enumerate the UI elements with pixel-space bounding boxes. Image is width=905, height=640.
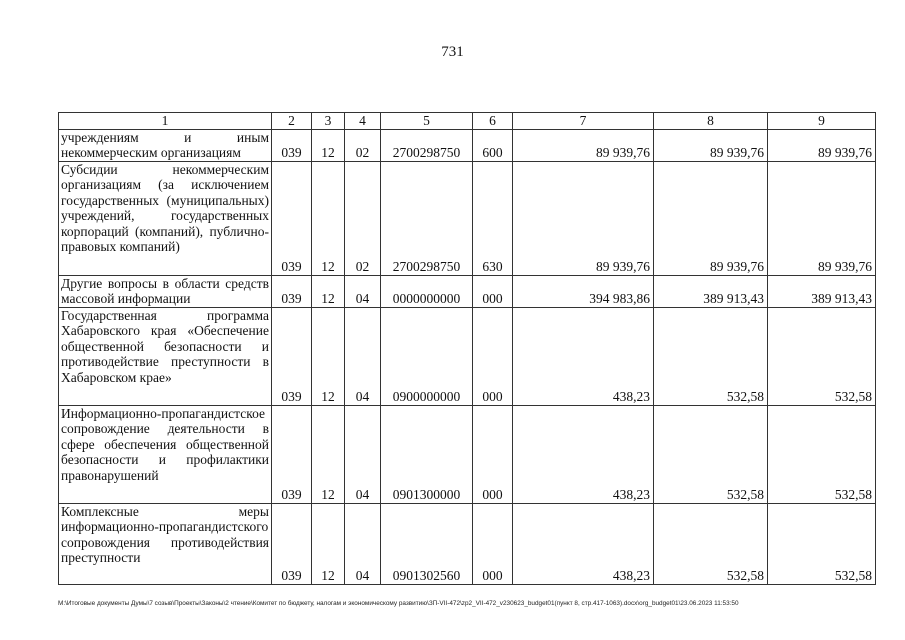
amount-col8: 532,58 <box>654 307 768 405</box>
section-code: 12 <box>312 275 345 307</box>
ministry-code: 039 <box>272 275 312 307</box>
subsection-code: 02 <box>345 161 381 275</box>
ministry-code: 039 <box>272 503 312 584</box>
file-path-footer: M:\Итоговые документы Думы\7 созыв\Проекты\Законы\2 чтение\Комитет по бюджету, налогам и экономическому развитию\ЗП-VII-472\zp2_VII-472_v230623_budget01(пункт 8, стр.417-1063).docx\org_budget01\23.06.2023 11:53:50 <box>58 600 739 607</box>
header-cell: 2 <box>272 113 312 130</box>
item-name: Субсидии некоммерческим организациям (за исключением государственных (муниципальных) учреждений, государственных корпораций (компаний), публично-правовых компаний) <box>59 161 272 275</box>
target-article-code: 0900000000 <box>381 307 473 405</box>
expense-type-code: 600 <box>473 129 513 161</box>
table-row <box>59 503 876 584</box>
amount-col9: 532,58 <box>768 307 876 405</box>
item-name: Информационно-пропагандистское сопровождение деятельности в сфере обеспечения общественной безопасности и профилактики правонарушений <box>59 405 272 503</box>
header-cell: 5 <box>381 113 473 130</box>
section-code: 12 <box>312 129 345 161</box>
amount-col9: 89 939,76 <box>768 161 876 275</box>
amount-col7: 89 939,76 <box>513 129 654 161</box>
target-article-code: 2700298750 <box>381 161 473 275</box>
expense-type-code: 000 <box>473 275 513 307</box>
subsection-code: 04 <box>345 503 381 584</box>
amount-col8: 532,58 <box>654 503 768 584</box>
header-cell: 6 <box>473 113 513 130</box>
expense-type-code: 000 <box>473 503 513 584</box>
header-cell: 9 <box>768 113 876 130</box>
item-name: Комплексные меры информационно-пропагандистского сопровождения противодействия преступности <box>59 503 272 584</box>
item-name: учреждениям и иным некоммерческим организациям <box>59 129 272 161</box>
amount-col9: 532,58 <box>768 503 876 584</box>
amount-col7: 438,23 <box>513 503 654 584</box>
section-code: 12 <box>312 307 345 405</box>
amount-col7: 89 939,76 <box>513 161 654 275</box>
section-code: 12 <box>312 405 345 503</box>
budget-table <box>58 112 876 585</box>
section-code: 12 <box>312 503 345 584</box>
item-name: Государственная программа Хабаровского края «Обеспечение общественной безопасности и противодействие преступности в Хабаровском крае» <box>59 307 272 405</box>
expense-type-code: 000 <box>473 405 513 503</box>
target-article-code: 0901300000 <box>381 405 473 503</box>
subsection-code: 04 <box>345 275 381 307</box>
amount-col8: 89 939,76 <box>654 129 768 161</box>
page-number: 731 <box>441 44 464 60</box>
header-cell: 3 <box>312 113 345 130</box>
table-row <box>59 405 876 503</box>
amount-col7: 394 983,86 <box>513 275 654 307</box>
subsection-code: 04 <box>345 307 381 405</box>
expense-type-code: 630 <box>473 161 513 275</box>
header-cell: 8 <box>654 113 768 130</box>
header-cell: 4 <box>345 113 381 130</box>
amount-col9: 532,58 <box>768 405 876 503</box>
section-code: 12 <box>312 161 345 275</box>
header-cell: 1 <box>59 113 272 130</box>
subsection-code: 04 <box>345 405 381 503</box>
table-row <box>59 307 876 405</box>
subsection-code: 02 <box>345 129 381 161</box>
amount-col7: 438,23 <box>513 405 654 503</box>
header-row <box>59 113 876 130</box>
target-article-code: 2700298750 <box>381 129 473 161</box>
ministry-code: 039 <box>272 307 312 405</box>
ministry-code: 039 <box>272 405 312 503</box>
table-row <box>59 161 876 275</box>
target-article-code: 0000000000 <box>381 275 473 307</box>
amount-col9: 389 913,43 <box>768 275 876 307</box>
table-row <box>59 129 876 161</box>
amount-col8: 89 939,76 <box>654 161 768 275</box>
ministry-code: 039 <box>272 129 312 161</box>
target-article-code: 0901302560 <box>381 503 473 584</box>
amount-col8: 389 913,43 <box>654 275 768 307</box>
ministry-code: 039 <box>272 161 312 275</box>
expense-type-code: 000 <box>473 307 513 405</box>
table-row <box>59 275 876 307</box>
header-cell: 7 <box>513 113 654 130</box>
amount-col9: 89 939,76 <box>768 129 876 161</box>
amount-col7: 438,23 <box>513 307 654 405</box>
item-name: Другие вопросы в области средств массовой информации <box>59 275 272 307</box>
amount-col8: 532,58 <box>654 405 768 503</box>
